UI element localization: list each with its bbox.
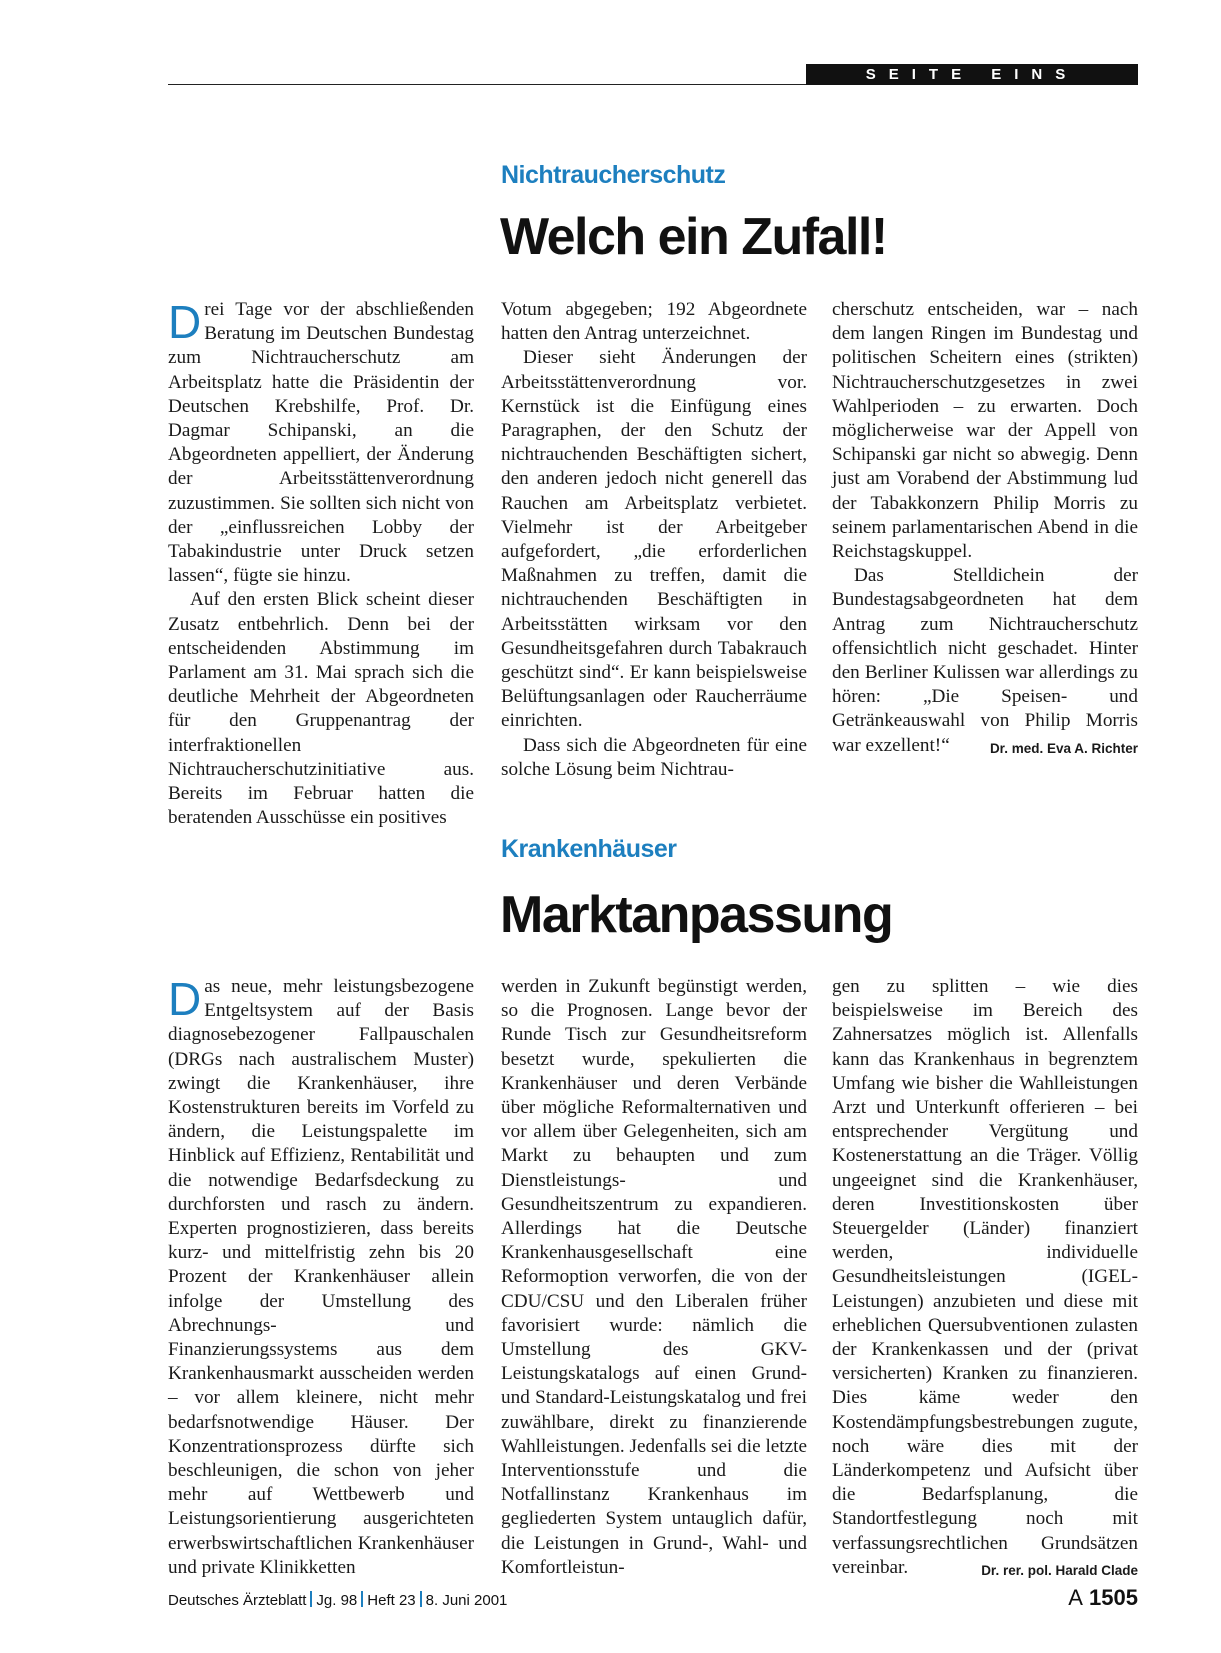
paragraph-text: gen zu splitten – wie dies beispielsweise im Bereich des Zahnersatzes möglich ist. Allenfalls kann das Krankenhaus in begrenztem Umfang wie bisher die Wahlleistungen Arzt und Unterkunft offerieren – bei entsprechender Vergütung und Kostenerstattung an die Träger. Völlig ungeeignet sind die Krankenhäuser, deren Investitionskosten über Steuergelder (Länder) finanziert werden, individuelle Gesundheitsleistungen (IGEL-Leistungen) anzubieten und diese mit erheblichen Quersubventionen zulasten der Krankenkassen und der (privat versicherten) Kranken zu finanzieren. Dies käme weder den Kostendämpfungsbestrebungen zugute, noch wäre dies mit der Länderkompetenz und Aufsicht über die Bedarfsplanung, die Standortfestlegung noch mit verfassungsrechtlichen Grundsätzen vereinbar. (832, 976, 1138, 1578)
article1-paragraph (832, 564, 1138, 758)
footer-separator (420, 1591, 422, 1607)
article1-paragraph (168, 298, 474, 588)
article1-headline: Welch ein Zufall! (500, 208, 887, 266)
article2-kicker: Krankenhäuser (501, 835, 677, 863)
article1-column-1 (168, 298, 474, 830)
article2-author: Dr. rer. pol. Harald Clade (981, 1562, 1138, 1578)
dropcap: D (168, 296, 202, 348)
article1-paragraph: Auf den ersten Blick scheint dieser Zusatz entbehrlich. Denn bei der entscheidenden Abstimmung im Parlament am 31. Mai sprach sich die deutliche Mehrheit der Abgeordneten für den Gruppenantrag der interfraktionellen Nichtraucherschutzinitiative aus. Bereits im Februar hatten die beratenden Ausschüsse ein positives (168, 589, 474, 829)
article1-author: Dr. med. Eva A. Richter (989, 740, 1138, 756)
issue: Heft 23 (367, 1592, 416, 1609)
page-footer (168, 1585, 1138, 1615)
page-number-value: 1505 (1089, 1585, 1138, 1610)
article2-paragraph (168, 975, 474, 1580)
article2-column-1 (168, 975, 474, 1580)
dropcap: D (168, 973, 202, 1025)
paragraph-text: Das Stelldichein der Bundestagsabgeordneten hat dem Antrag zum Nichtraucherschutz offensichtlich nicht geschadet. Hinter den Berliner Kulissen war allerdings zu hören: „Die Speisen- und Getränkeauswahl von Philip Morris war exzellent!“ (832, 565, 1138, 756)
page-number (1068, 1585, 1138, 1611)
article2-column-3 (832, 975, 1138, 1583)
article1-paragraph: cherschutz entscheiden, war – nach dem langen Ringen im Bundestag und politischen Scheitern eines (strikten) Nichtraucherschutzgesetzes in zwei Wahlperioden – zu erwarten. Doch möglicherweise war der Appell von Schipanski gar nicht so abwegig. Denn just am Vorabend der Abstimmung lud der Tabakkonzern Philip Morris zu seinem parlamentarischen Abend in die Reichstagskuppel. (832, 299, 1138, 563)
volume: Jg. 98 (316, 1592, 358, 1609)
header-rule (168, 84, 806, 85)
article2-paragraph: werden in Zukunft begünstigt werden, so die Prognosen. Lange bevor der Runde Tisch zur Gesundheitsreform besetzt wurde, spekulierten die Krankenhäuser und deren Verbände über mögliche Reformalternativen und vor allem über Gelegenheiten, sich am Markt zu behaupten und zum Dienstleistungs- und Gesundheitszentrum zu expandieren. Allerdings hat die Deutsche Krankenhausgesellschaft eine Reformoption verworfen, die von der CDU/CSU und den Liberalen früher favorisiert wurde: nämlich die Umstellung des GKV-Leistungskatalogs auf einen Grund- und Standard-Leistungskatalog und frei zuwählbare, direkt zu finanzierende Wahlleistungen. Jedenfalls sei die letzte Interventionsstufe und die Notfallinstanz Krankenhaus im gegliederten System untauglich dafür, die Leistungen in Grund-, Wahl- und Komfortleistun- (501, 976, 807, 1578)
article2-paragraph (832, 975, 1138, 1580)
article2-headline: Marktanpassung (500, 886, 893, 944)
paragraph-text: rei Tage vor der abschließenden Beratung im Deutschen Bundestag zum Nichtraucherschutz am Arbeitsplatz hatte die Präsidentin der Deutschen Krebshilfe, Prof. Dr. Dagmar Schipanski, an die Abgeordneten appelliert, der Änderung der Arbeitsstättenverordnung zuzustimmen. Sie sollten sich nicht von der „einflussreichen Lobby der Tabakindustrie unter Druck setzen lassen“, fügte sie hinzu. (168, 299, 474, 587)
article1-paragraph: Dieser sieht Änderungen der Arbeitsstättenverordnung vor. Kernstück ist die Einfügung eines Paragraphen, der den Schutz der nichtrauchenden Beschäftigten sichert, den anderen jedoch nicht generell das Rauchen am Arbeitsplatz verbietet. Vielmehr ist der Arbeitgeber aufgefordert, „die erforderlichen Maßnahmen zu treffen, damit die nichtrauchenden Beschäftigten in Arbeitsstätten wirksam vor den Gesundheitsgefahren durch Tabakrauch geschützt sind“. Er kann beispielsweise Belüftungsanlagen oder Raucherräume einrichten. (501, 347, 807, 732)
publication-info (168, 1591, 507, 1609)
footer-separator (310, 1591, 312, 1607)
article1-column-2 (501, 298, 807, 782)
article2-column-2 (501, 975, 807, 1580)
footer-separator (361, 1591, 363, 1607)
paragraph-text: as neue, mehr leistungsbezogene Entgeltsystem auf der Basis diagnosebezogener Fallpauschalen (DRGs nach australischem Muster) zwingt die Krankenhäuser, ihre Kostenstrukturen bereits im Vorfeld zu ändern, die Leistungspalette im Hinblick auf Effizienz, Rentabilität und die notwendige Bedarfsdeckung zu durchforsten und rasch zu ändern. Experten prognostizieren, dass bereits kurz- und mittelfristig zehn bis 20 Prozent der Krankenhäuser allein infolge der Umstellung des Abrechnungs- und Finanzierungssystems aus dem Krankenhausmarkt ausscheiden werden – vor allem kleinere, nicht mehr bedarfsnotwendige Häuser. Der Konzentrationsprozess dürfte sich beschleunigen, die schon von jeher mehr auf Wettbewerb und Leistungsorientierung ausgerichteten erwerbswirtschaftlichen Krankenhäuser und private Klinikketten (168, 976, 474, 1578)
issue-date: 8. Juni 2001 (425, 1592, 508, 1609)
article1-paragraph: Dass sich die Abgeordneten für eine solche Lösung beim Nichtrau- (501, 734, 807, 780)
section-label: SEITE EINS (806, 64, 1138, 85)
article1-kicker: Nichtraucherschutz (501, 161, 726, 189)
page-prefix: A (1068, 1585, 1083, 1610)
article1-column-3 (832, 298, 1138, 761)
journal-name: Deutsches Ärzteblatt (168, 1592, 307, 1609)
article1-paragraph: Votum abgegeben; 192 Abgeordnete hatten den Antrag unterzeichnet. (501, 299, 807, 345)
